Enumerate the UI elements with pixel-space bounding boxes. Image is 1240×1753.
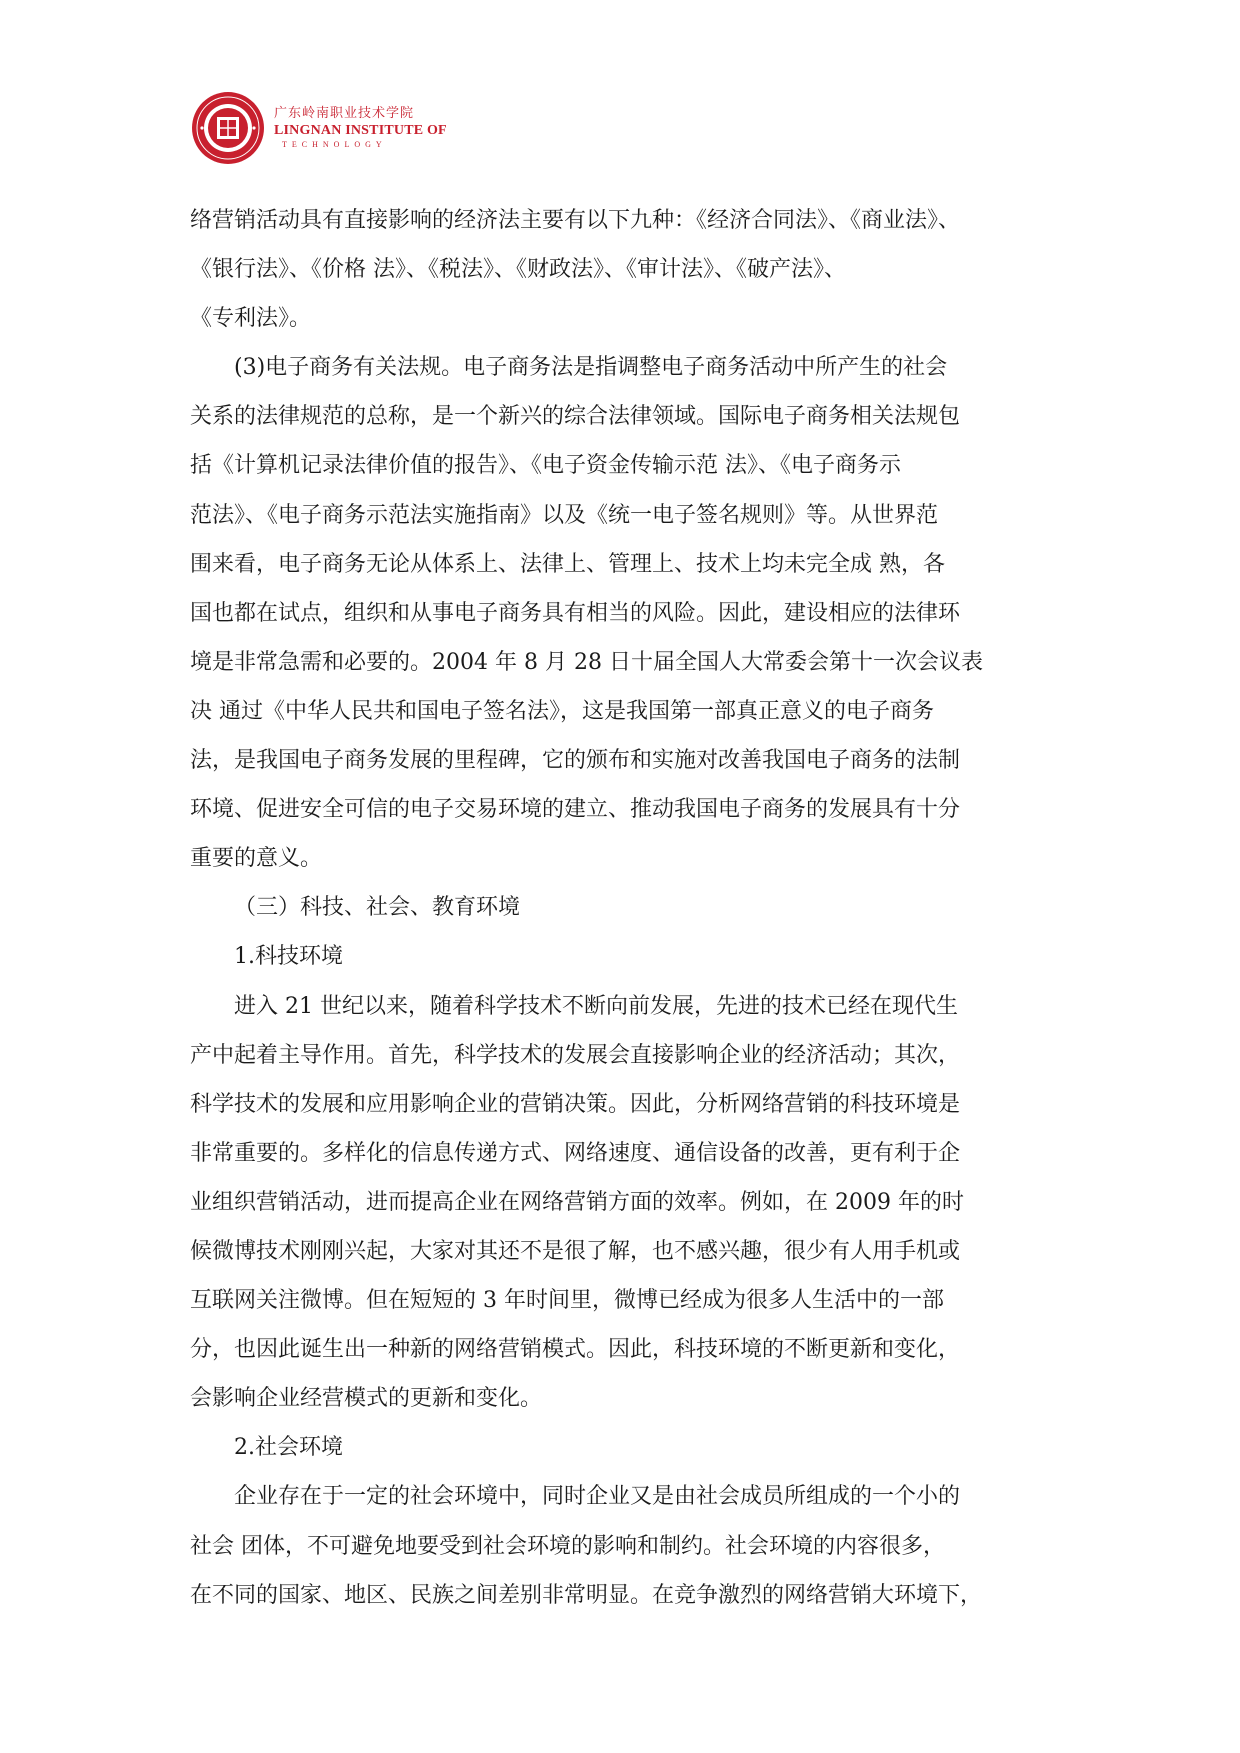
- paragraph-first-line: (3)电子商务有关法规。电子商务法是指调整电子商务活动中所产生的社会: [234, 355, 948, 381]
- text-line: 会影响企业经营模式的更新和变化。: [190, 1386, 543, 1412]
- text-line: 围来看，电子商务无论从体系上、法律上、管理上、技术上均未完全成 熟，各: [190, 551, 945, 577]
- institution-name: [274, 105, 447, 151]
- paragraph-first-line: 进入 21 世纪以来，随着科学技术不断向前发展，先进的技术已经在现代生: [234, 993, 958, 1019]
- institution-name-en-line1: LINGNAN INSTITUTE OF: [274, 123, 447, 138]
- text-line: 络营销活动具有直接影响的经济法主要有以下九种：《经济合同法》、《商业法》、: [190, 208, 961, 233]
- subsection-heading: 2.社会环境: [234, 1435, 343, 1461]
- text-line: 科学技术的发展和应用影响企业的营销决策。因此，分析网络营销的科技环境是: [190, 1091, 961, 1117]
- institution-name-en-line2: TECHNOLOGY: [282, 140, 387, 149]
- text-line: 重要的意义。: [190, 846, 323, 872]
- text-line: 境是非常急需和必要的。2004 年 8 月 28 日十届全国人大常委会第十一次会议表: [190, 649, 983, 675]
- text-line: 互联网关注微博。但在短短的 3 年时间里，微博已经成为很多人生活中的一部: [190, 1288, 944, 1314]
- school-seal-logo: [190, 90, 266, 166]
- text-line: 产中起着主导作用。首先，科学技术的发展会直接影响企业的经济活动；其次，: [190, 1042, 961, 1068]
- text-line: 国也都在试点，组织和从事电子商务具有相当的风险。因此，建设相应的法律环: [190, 600, 961, 626]
- institution-name-cn: 广东岭南职业技术学院: [274, 106, 415, 121]
- text-line: 在不同的国家、地区、民族之间差别非常明显。在竞争激烈的网络营销大环境下，: [190, 1582, 983, 1608]
- text-line: 决 通过《中华人民共和国电子签名法》，这是我国第一部真正意义的电子商务: [190, 698, 934, 724]
- text-line: 分，也因此诞生出一种新的网络营销模式。因此，科技环境的不断更新和变化，: [190, 1337, 961, 1363]
- text-line: 候微博技术刚刚兴起，大家对其还不是很了解，也不感兴趣，很少有人用手机或: [190, 1238, 961, 1264]
- section-heading: （三）科技、社会、教育环境: [234, 895, 521, 921]
- text-line: 括《计算机记录法律价值的报告》、《电子资金传输示范 法》、《电子商务示: [190, 453, 901, 479]
- text-line: 社会 团体，不可避免地要受到社会环境的影响和制约。社会环境的内容很多，: [190, 1533, 945, 1559]
- text-line: 环境、促进安全可信的电子交易环境的建立、推动我国电子商务的发展具有十分: [190, 797, 961, 823]
- text-line: 关系的法律规范的总称，是一个新兴的综合法律领域。国际电子商务相关法规包: [190, 404, 961, 430]
- text-line: 非常重要的。多样化的信息传递方式、网络速度、通信设备的改善，更有利于企: [190, 1140, 961, 1166]
- paragraph-first-line: 企业存在于一定的社会环境中，同时企业又是由社会成员所组成的一个小的: [234, 1484, 961, 1510]
- document-body: [190, 196, 1050, 1620]
- text-line: 《银行法》、《价格 法》、《税法》、《财政法》、《审计法》、《破产法》、: [190, 257, 846, 283]
- text-line: 业组织营销活动，进而提高企业在网络营销方面的效率。例如，在 2009 年的时: [190, 1189, 964, 1215]
- text-line: 《专利法》。: [190, 306, 312, 332]
- page-header: [190, 82, 447, 174]
- text-line: 范法》、《电子商务示范法实施指南》以及《统一电子签名规则》等。从世界范: [190, 502, 939, 528]
- text-line: 法，是我国电子商务发展的里程碑，它的颁布和实施对改善我国电子商务的法制: [190, 748, 961, 774]
- subsection-heading: 1.科技环境: [234, 944, 343, 970]
